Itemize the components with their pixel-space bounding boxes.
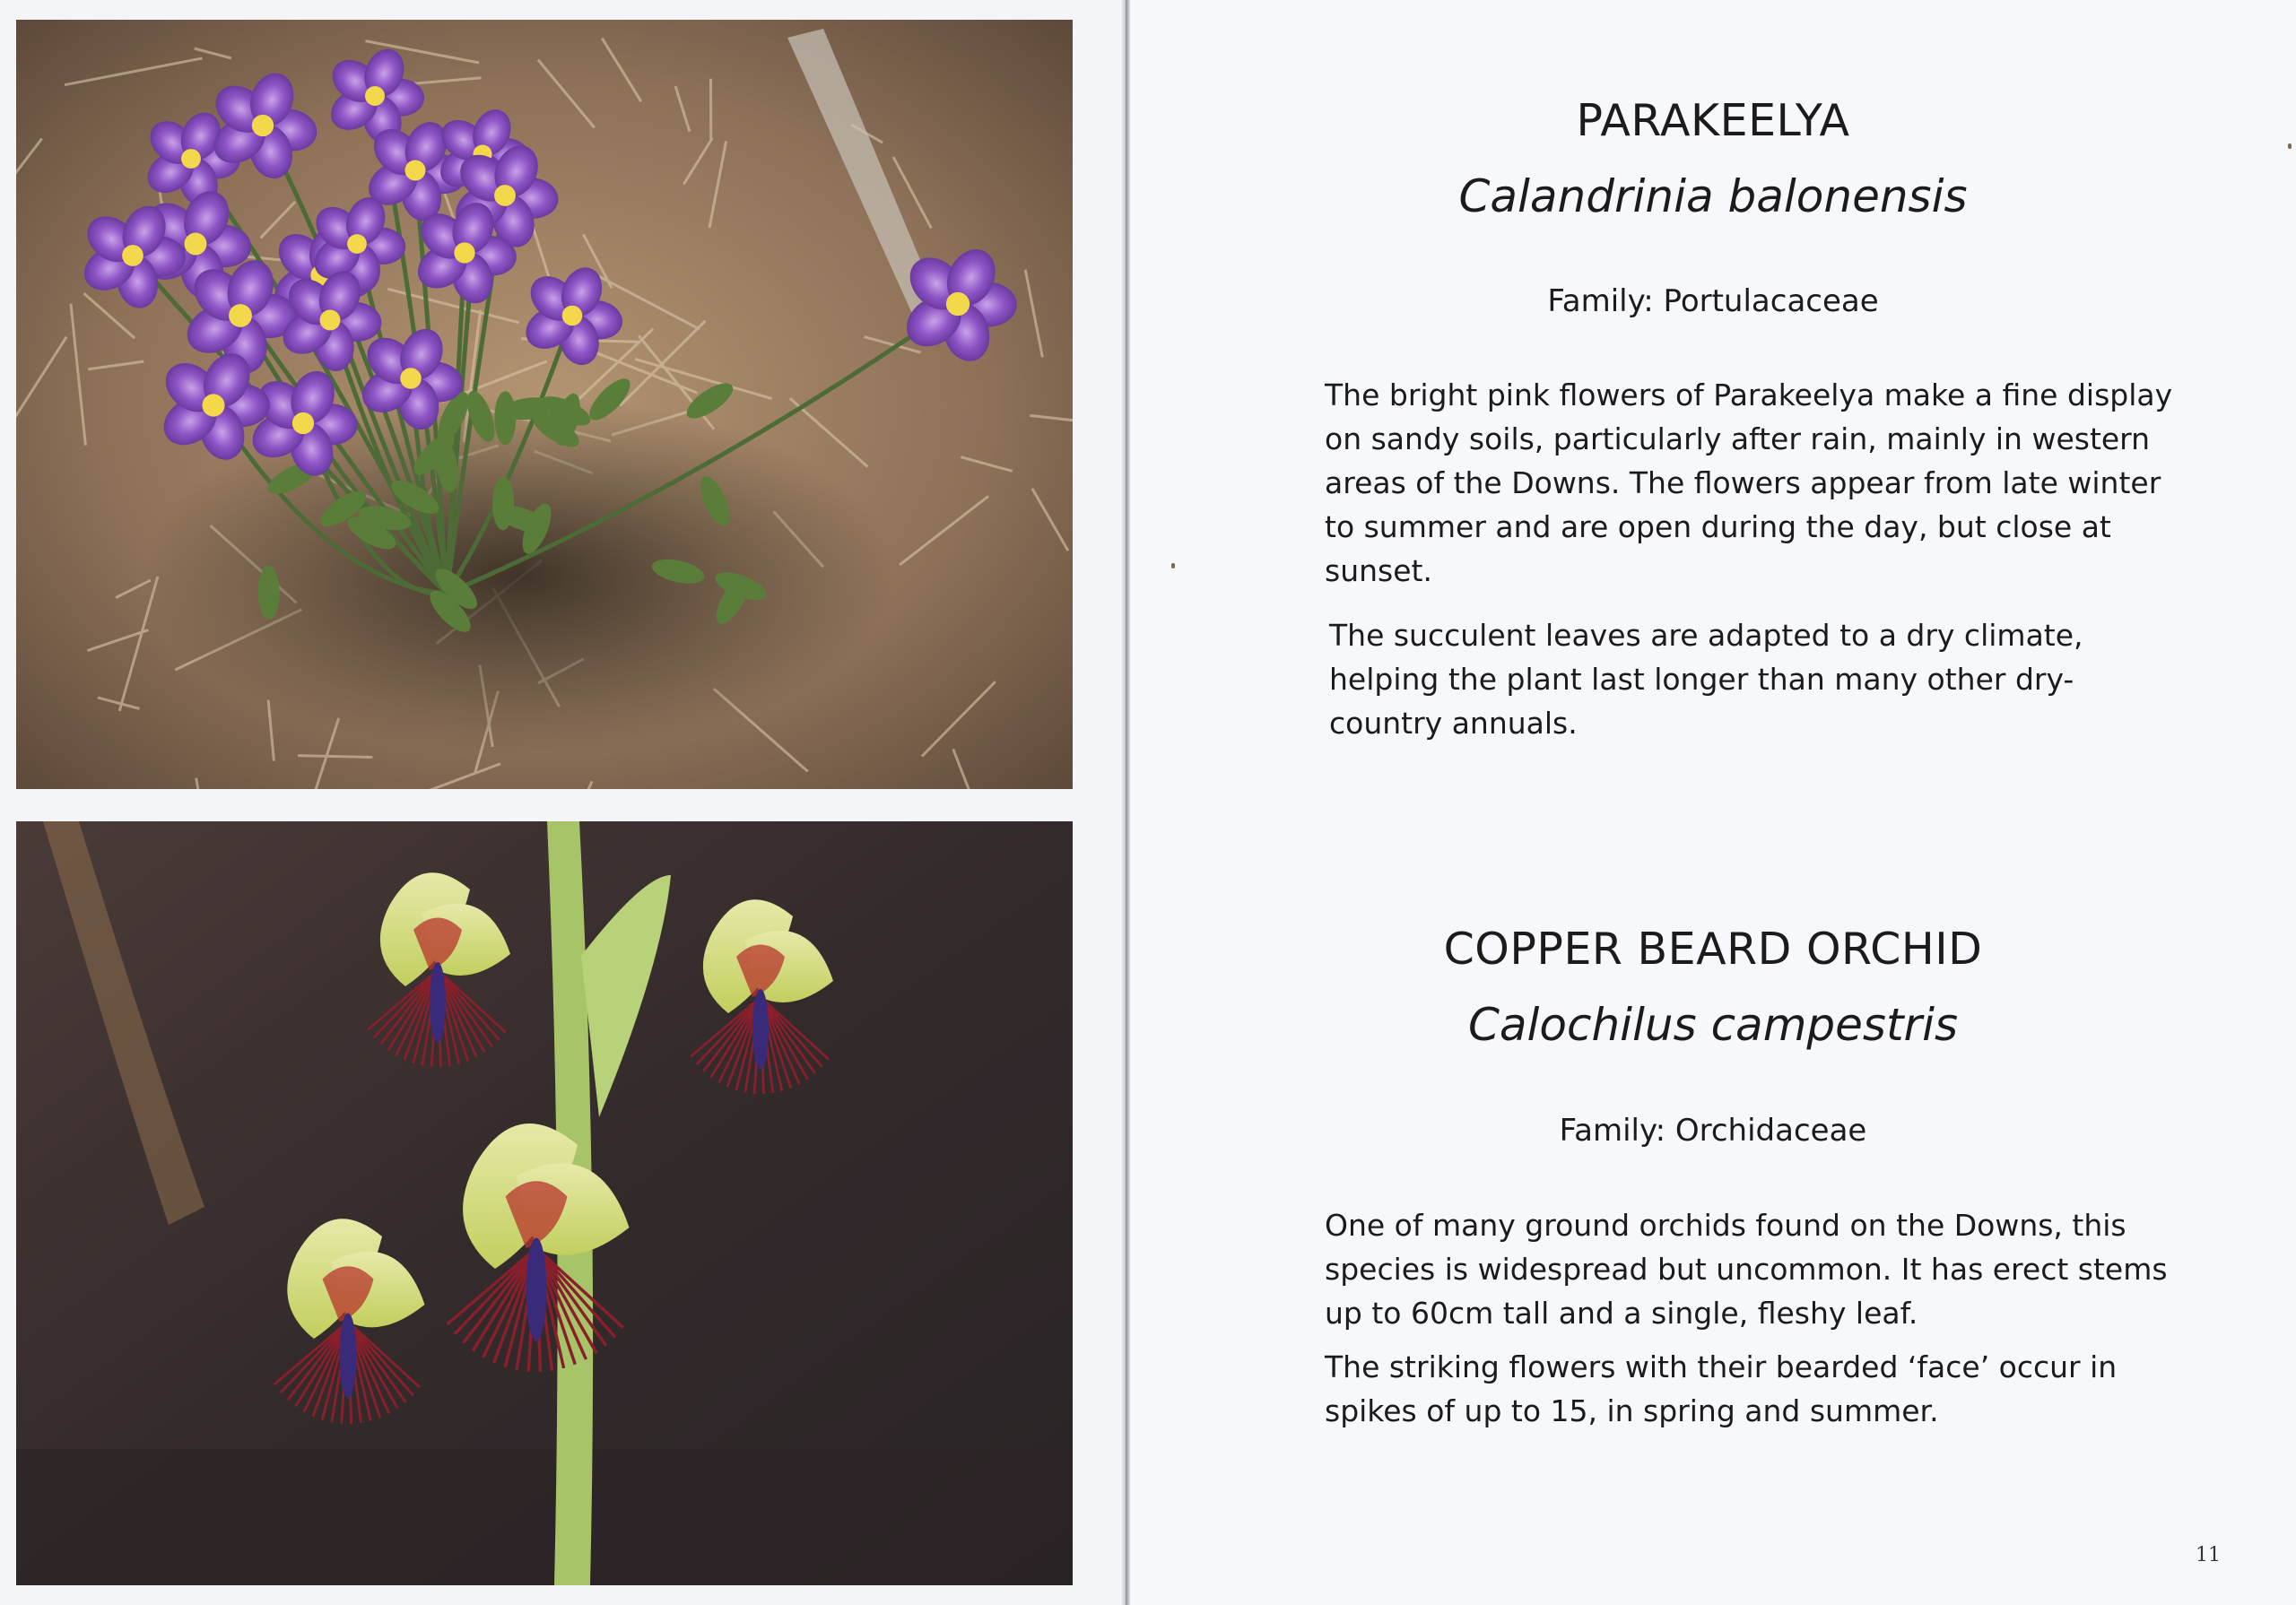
entry-2-scientific-name: Calochilus campestris xyxy=(1467,999,1959,1051)
text-line: up to 60cm tall and a single, fleshy leaf. xyxy=(1325,1296,1918,1331)
text-line: The succulent leaves are adapted to a dry climate, xyxy=(1329,618,2083,653)
text-line: sunset. xyxy=(1325,553,1432,588)
entry-2-paragraph-2 xyxy=(1325,1345,2117,1433)
orchid-photo-image xyxy=(16,821,1073,1585)
page-number: 11 xyxy=(2196,1544,2221,1566)
entry-2-family: Family: Orchidaceae xyxy=(1559,1113,1867,1149)
text-line: The bright pink flowers of Parakeelya make a fine display xyxy=(1325,377,2173,412)
parakeelya-photo xyxy=(16,20,1073,789)
copper-beard-orchid-photo xyxy=(16,821,1073,1585)
entry-2-paragraph-1 xyxy=(1325,1203,2168,1335)
entry-1-common-name: PARAKEELYA xyxy=(1576,95,1850,146)
parakeelya-photo-image xyxy=(16,20,1073,789)
book-gutter xyxy=(1121,0,1130,1605)
text-line: to summer and are open during the day, but close at xyxy=(1325,509,2111,544)
paper-speck xyxy=(1171,563,1175,568)
entry-1-paragraph-1 xyxy=(1325,373,2172,593)
entry-2-common-name: COPPER BEARD ORCHID xyxy=(1443,924,1983,975)
entry-1-scientific-name: Calandrinia balonensis xyxy=(1458,170,1968,222)
text-line: country annuals. xyxy=(1329,706,1578,741)
text-line: helping the plant last longer than many other dry- xyxy=(1329,662,2074,697)
text-line: One of many ground orchids found on the Downs, this xyxy=(1325,1208,2126,1243)
text-line: areas of the Downs. The flowers appear from late winter xyxy=(1325,465,2161,500)
text-line: species is widespread but uncommon. It has erect stems xyxy=(1325,1252,2168,1287)
entry-1-family: Family: Portulacaceae xyxy=(1547,283,1879,319)
paper-speck xyxy=(2288,143,2292,149)
text-line: The striking flowers with their bearded ‘face’ occur in xyxy=(1325,1349,2118,1384)
text-line: spikes of up to 15, in spring and summer. xyxy=(1325,1393,1939,1428)
entry-1-paragraph-2 xyxy=(1329,613,2083,745)
text-line: on sandy soils, particularly after rain, mainly in western xyxy=(1325,421,2151,456)
